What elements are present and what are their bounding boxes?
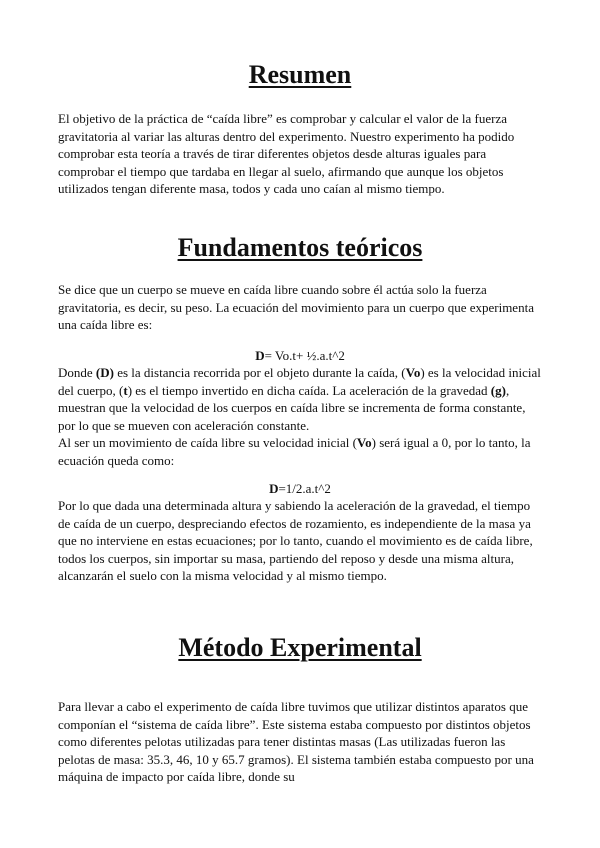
heading-metodo: Método Experimental <box>178 633 422 662</box>
formula-symbol-d: D <box>269 481 279 496</box>
bold-term-d: (D) <box>95 365 114 380</box>
text-run: Donde <box>58 365 96 380</box>
text-run: ) será igual a 0, por lo tanto, la ecuación queda como: <box>58 435 531 468</box>
text-run: ) es la velocidad inicial del cuerpo, ( <box>58 365 541 398</box>
paragraph-fundamentos-conclusion: Por lo que dada una determinada altura y sabiendo la aceleración de la gravedad, el tiempo de caída de un cuerpo, despreciando efectos de rozamiento, es independiente de la masa ya que no interviene en estas ecuaciones; por lo tanto, cuando el movimiento es de caída libre, todos los cuerpos, sin importar su masa, partiendo del reposo y desde una misma altura, alcanzarán el suelo con la misma velocidad y al mismo tiempo. <box>58 498 533 583</box>
formula-caida-libre-simplificada <box>0 480 600 497</box>
bold-term-t: t <box>123 382 128 398</box>
paragraph-fundamentos-explicacion <box>58 364 542 469</box>
section-resumen <box>0 60 600 90</box>
formula-symbol-d: D <box>255 348 265 363</box>
formula-body: = Vo.t+ ½.a.t^2 <box>264 348 345 363</box>
section-metodo <box>0 633 600 663</box>
bold-term-g: (g) <box>490 382 506 398</box>
formula-caida-libre <box>0 347 600 364</box>
bold-term-vo: Vo <box>405 365 421 380</box>
bold-term-vo: Vo <box>356 435 372 450</box>
paragraph-metodo: Para llevar a cabo el experimento de caída libre tuvimos que utilizar distintos aparatos que componían el “sistema de caída libre”. Este sistema estaba compuesto por distintos objetos como diferentes pelotas utilizadas para tener distintas masas (Las utilizadas fueron las pelotas de masa: 35.3, 46, 10 y 65.7 gramos). El sistema también estaba compuesto por una máquina de impacto por caída libre, donde su <box>58 699 534 784</box>
text-run: Al ser un movimiento de caída libre su velocidad inicial ( <box>58 435 357 450</box>
formula-body: =1/2.a.t^2 <box>278 481 331 496</box>
paragraph-fundamentos-intro: Se dice que un cuerpo se mueve en caída libre cuando sobre él actúa solo la fuerza gravitatoria, es decir, su peso. La ecuación del movimiento para un cuerpo que experimenta una caída libre es: <box>58 282 534 332</box>
text-run: , muestran que la velocidad de los cuerpos en caída libre se incrementa de forma constante, por lo que se mueven con aceleración constante. <box>58 382 526 433</box>
heading-resumen: Resumen <box>248 60 352 89</box>
section-fundamentos <box>0 233 600 263</box>
text-run: ) es el tiempo invertido en dicha caída. La aceleración de la gravedad <box>127 382 491 398</box>
heading-fundamentos: Fundamentos teóricos <box>177 233 423 262</box>
text-run: es la distancia recorrida por el objeto durante la caída, ( <box>113 365 406 380</box>
paragraph-resumen: El objetivo de la práctica de “caída libre” es comprobar y calcular el valor de la fuerza gravitatoria al variar las alturas dentro del experimento. Nuestro experimento ha podido comprobar esta teoría a través de tirar diferentes objetos desde alturas iguales para comprobar el tiempo que tardaba en llegar al suelo, afirmando que aunque los objetos utilizados tengan diferente masa, todos y cada uno caían al mismo tiempo. <box>58 111 515 196</box>
